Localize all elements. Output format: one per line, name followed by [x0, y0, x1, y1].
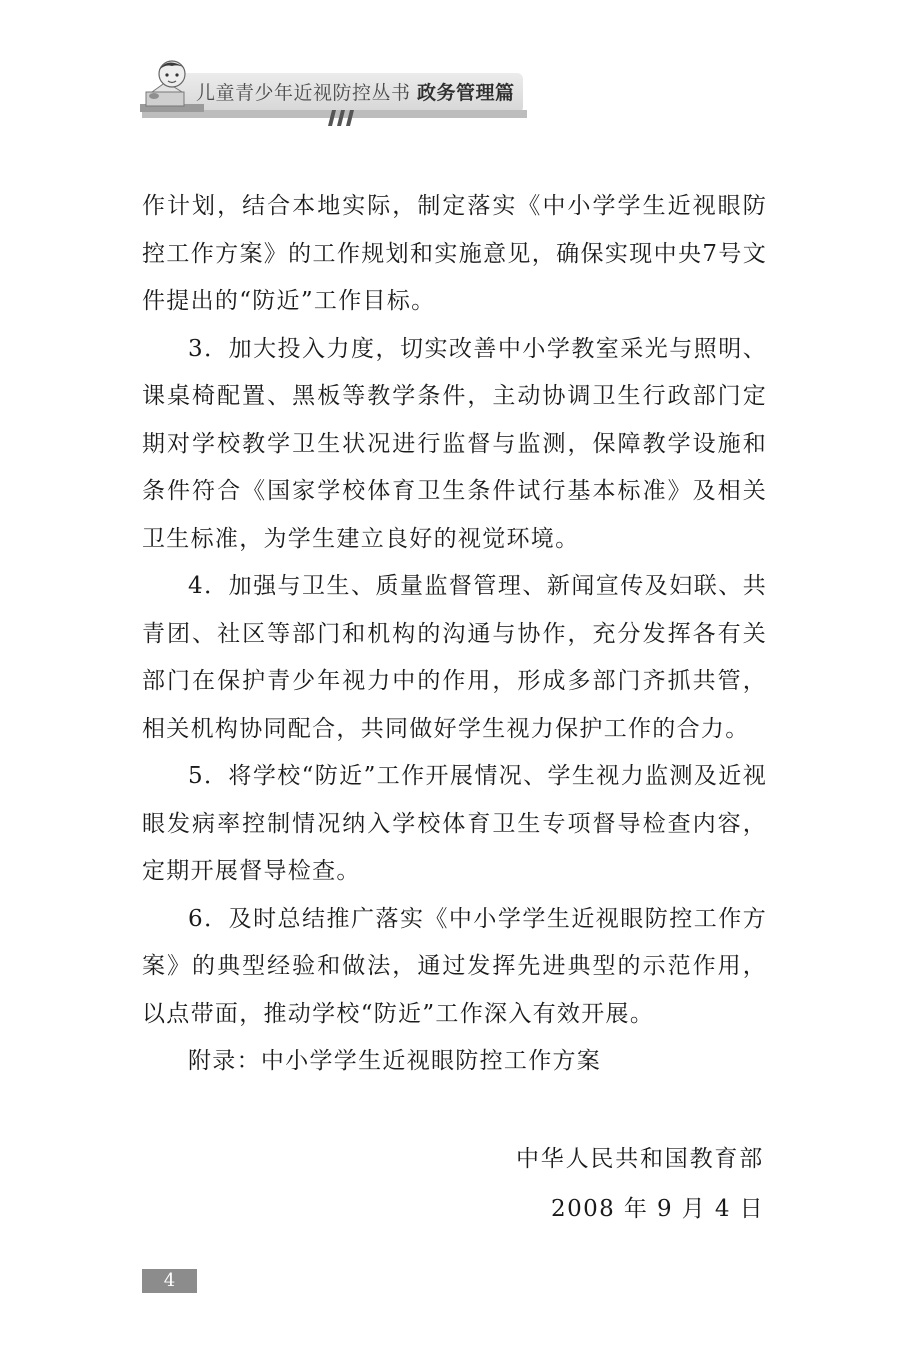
paragraph-continuation: 作计划，结合本地实际，制定落实《中小学学生近视眼防控工作方案》的工作规划和实施意见，确保实现中央7号文件提出的“防近”工作目标。 [142, 193, 767, 314]
body-text [142, 183, 767, 1086]
paragraph-item-5: 5．将学校“防近”工作开展情况、学生视力监测及近视眼发病率控制情况纳入学校体育卫生专项督导检查内容，定期开展督导检查。 [142, 763, 767, 884]
paragraph-item-6: 6．及时总结推广落实《中小学学生近视眼防控工作方案》的典型经验和做法，通过发挥先进典型的示范作用，以点带面，推动学校“防近”工作深入有效开展。 [142, 905, 767, 1027]
series-title: 儿童青少年近视防控丛书 [196, 82, 411, 104]
paragraph-item-3: 3．加大投入力度，切实改善中小学教室采光与照明、课桌椅配置、黑板等教学条件，主动协调卫生行政部门定期对学校教学卫生状况进行监督与监测，保障教学设施和条件符合《国家学校体育卫生条件试行基本标准》及相关卫生标准，为学生建立良好的视觉环境。 [142, 335, 767, 552]
page-number: 4 [142, 1269, 197, 1293]
appendix-line: 附录：中小学学生近视眼防控工作方案 [188, 1048, 602, 1074]
section-title: 政务管理篇 [417, 82, 515, 104]
running-header [0, 0, 900, 140]
paragraph-item-4: 4．加强与卫生、质量监督管理、新闻宣传及妇联、共青团、社区等部门和机构的沟通与协作，充分发挥各有关部门在保护青少年视力中的作用，形成多部门齐抓共管，相关机构协同配合，共同做好学生视力保护工作的合力。 [142, 573, 767, 742]
issuer-signature: 中华人民共和国教育部 [516, 1146, 764, 1172]
issue-date: 2008 年 9 月 4 日 [551, 1196, 764, 1222]
header-decoration-bars [330, 110, 360, 128]
